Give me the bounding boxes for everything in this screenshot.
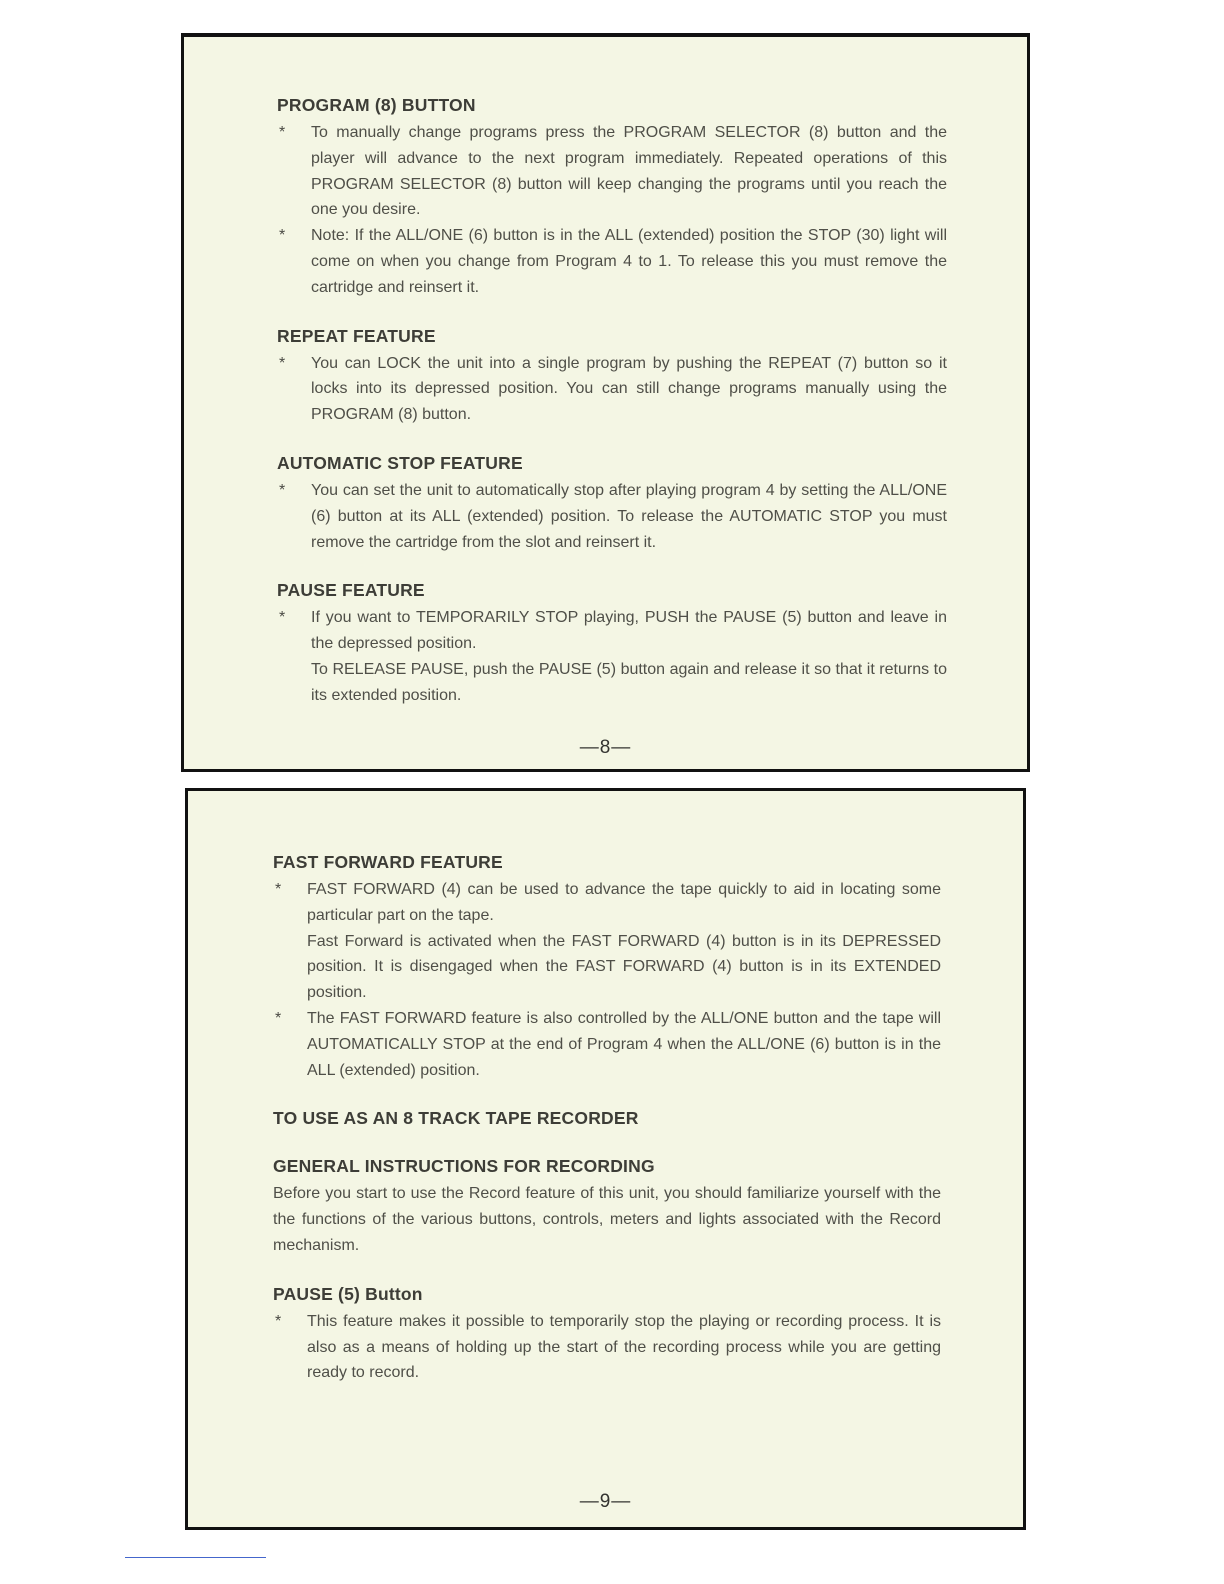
paragraph-text: Before you start to use the Record feature of this unit, you should familiarize yourself with the the functions of the various buttons, controls, meters and lights associated with the Record mechanism. [273, 1185, 941, 1254]
section-heading: PROGRAM (8) BUTTON [277, 95, 476, 115]
bullet-asterisk: * [275, 881, 282, 898]
bullet-asterisk: * [275, 1312, 282, 1330]
list-item [277, 657, 947, 709]
section-heading: REPEAT FEATURE [277, 325, 436, 346]
item-text: You can LOCK the unit into a single program by pushing the REPEAT (7) button so it locks into its depressed position. You can still change programs manually using the PROGRAM (8) button. [311, 354, 947, 424]
page-8-content [277, 92, 947, 731]
item-text: To RELEASE PAUSE, push the PAUSE (5) button again and release it so that it returns to its extended position. [311, 660, 947, 704]
section-repeat-feature [277, 323, 947, 428]
page-9-content [273, 849, 941, 1408]
item-text: Note: If the ALL/ONE (6) button is in the ALL (extended) position the STOP (30) light will come on when you change from Program 4 to 1. To release this you must remove the cartridge and reinsert it. [311, 227, 947, 296]
bullet-asterisk: * [279, 124, 286, 141]
bullet-asterisk: * [275, 1009, 282, 1027]
list-item [277, 351, 947, 428]
section-tape-recorder [273, 1105, 941, 1131]
section-pause-button [273, 1281, 941, 1386]
section-fast-forward [273, 849, 941, 1083]
section-heading: PAUSE FEATURE [277, 580, 425, 601]
page-number: —9— [579, 1491, 632, 1512]
list-item [273, 1006, 941, 1083]
bullet-asterisk: * [279, 609, 286, 627]
footer-rule-divider [125, 1557, 266, 1558]
list-item [277, 120, 947, 223]
section-heading: PAUSE (5) Button [273, 1283, 423, 1304]
item-text: This feature makes it possible to temporarily stop the playing or recording process. It is also as a means of holding up the start of the recording process while you are getting ready to record. [307, 1312, 941, 1382]
section-automatic-stop [277, 450, 947, 555]
section-program-button [277, 92, 947, 301]
list-item [277, 223, 947, 300]
list-item [277, 478, 947, 555]
bullet-asterisk: * [279, 481, 286, 499]
item-text: You can set the unit to automatically stop after playing program 4 by setting the ALL/ONE (6) button at its ALL (extended) position. To release the AUTOMATIC STOP you must remove the cartridge from the slot and reinsert it. [311, 481, 947, 551]
section-heading: FAST FORWARD FEATURE [273, 852, 503, 872]
section-heading: AUTOMATIC STOP FEATURE [277, 452, 523, 473]
page-number: —8— [579, 737, 632, 758]
item-text: Fast Forward is activated when the FAST FORWARD (4) button is in its DEPRESSED position. It is disengaged when the FAST FORWARD (4) button is in its EXTENDED position. [307, 932, 941, 1002]
item-text: FAST FORWARD (4) can be used to advance the tape quickly to aid in locating some particular part on the tape. [307, 881, 941, 924]
section-heading: GENERAL INSTRUCTIONS FOR RECORDING [273, 1156, 655, 1177]
list-item [273, 1309, 941, 1386]
section-pause-feature [277, 577, 947, 708]
manual-page-9 [185, 788, 1026, 1530]
section-general-instructions [273, 1153, 941, 1258]
manual-page-8 [181, 33, 1030, 772]
list-item [273, 877, 941, 929]
item-text: The FAST FORWARD feature is also controlled by the ALL/ONE button and the tape will AUTOMATICALLY STOP at the end of Program 4 when the ALL/ONE (6) button is in the ALL (extended) position. [307, 1009, 941, 1079]
section-heading: TO USE AS AN 8 TRACK TAPE RECORDER [273, 1108, 639, 1129]
list-item [273, 929, 941, 1006]
item-text: If you want to TEMPORARILY STOP playing, PUSH the PAUSE (5) button and leave in the depressed position. [311, 609, 947, 653]
bullet-asterisk: * [279, 227, 286, 245]
list-item [277, 605, 947, 657]
bullet-asterisk: * [279, 354, 286, 372]
item-text: To manually change programs press the PROGRAM SELECTOR (8) button and the player will advance to the next program immediately. Repeated operations of this PROGRAM SELECTOR (8) button will keep changing the programs until you reach the one you desire. [311, 124, 947, 219]
